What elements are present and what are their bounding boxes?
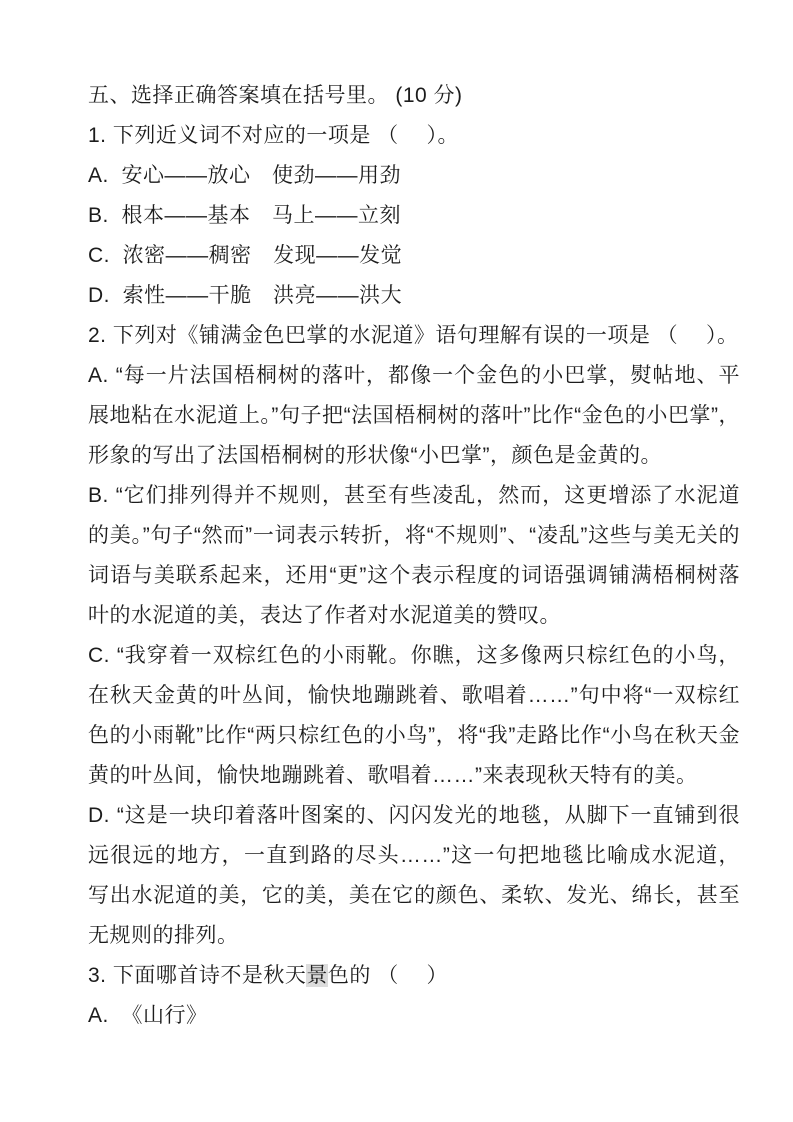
question-3-stem-tail: 色的 （ ） <box>327 964 449 987</box>
question-3-option-a: A. 《山行》 <box>88 1004 208 1027</box>
question-3-stem <box>88 956 740 996</box>
question-1-option-d: D. 索性——干脆 洪亮——洪大 <box>88 284 403 307</box>
question-3-stem-text: 3. 下面哪首诗不是秋天 <box>88 964 307 987</box>
question-2-option-d: D. “这是一块印着落叶图案的、闪闪发光的地毯，从脚下一直铺到很远很远的地方，一直到路的尽头……”这一句把地毯比喻成水泥道，写出水泥道的美，它的美，美在它的颜色、柔软、发光、绵长，甚至无规则的排列。 <box>88 804 740 947</box>
exam-content <box>88 76 740 1036</box>
question-3-highlighted-char: 景 <box>306 964 328 987</box>
question-2-option-c: C. “我穿着一双棕红色的小雨靴。你瞧，这多像两只棕红色的小鸟，在秋天金黄的叶丛间，愉快地蹦跳着、歌唱着……”句中将“一双棕红色的小雨靴”比作“两只棕红色的小鸟”，将“我”走路比作“小鸟在秋天金黄的叶丛间，愉快地蹦跳着、歌唱着……”来表现秋天特有的美。 <box>88 644 740 787</box>
question-1-option-a: A. 安心——放心 使劲——用劲 <box>88 164 402 187</box>
question-1-option-b: B. 根本——基本 马上——立刻 <box>88 204 402 227</box>
question-1-stem: 1. 下列近义词不对应的一项是 （ ）。 <box>88 124 460 147</box>
question-2-option-b: B. “它们排列得并不规则，甚至有些凌乱，然而，这更增添了水泥道的美。”句子“然而”一词表示转折，将“不规则”、“凌乱”这些与美无关的词语与美联系起来，还用“更”这个表示程度的词语强调铺满梧桐树落叶的水泥道的美，表达了作者对水泥道美的赞叹。 <box>88 484 740 627</box>
question-2-option-a: A. “每一片法国梧桐树的落叶，都像一个金色的小巴掌，熨帖地、平展地粘在水泥道上。”句子把“法国梧桐树的落叶”比作“金色的小巴掌”，形象的写出了法国梧桐树的形状像“小巴掌”，颜色是金黄的。 <box>88 364 740 467</box>
section-heading: 五、选择正确答案填在括号里。 (10 分) <box>88 84 463 107</box>
question-1-option-c: C. 浓密——稠密 发现——发觉 <box>88 244 403 267</box>
question-2-stem: 2. 下列对《铺满金色巴掌的水泥道》语句理解有误的一项是 （ ）。 <box>88 324 739 347</box>
